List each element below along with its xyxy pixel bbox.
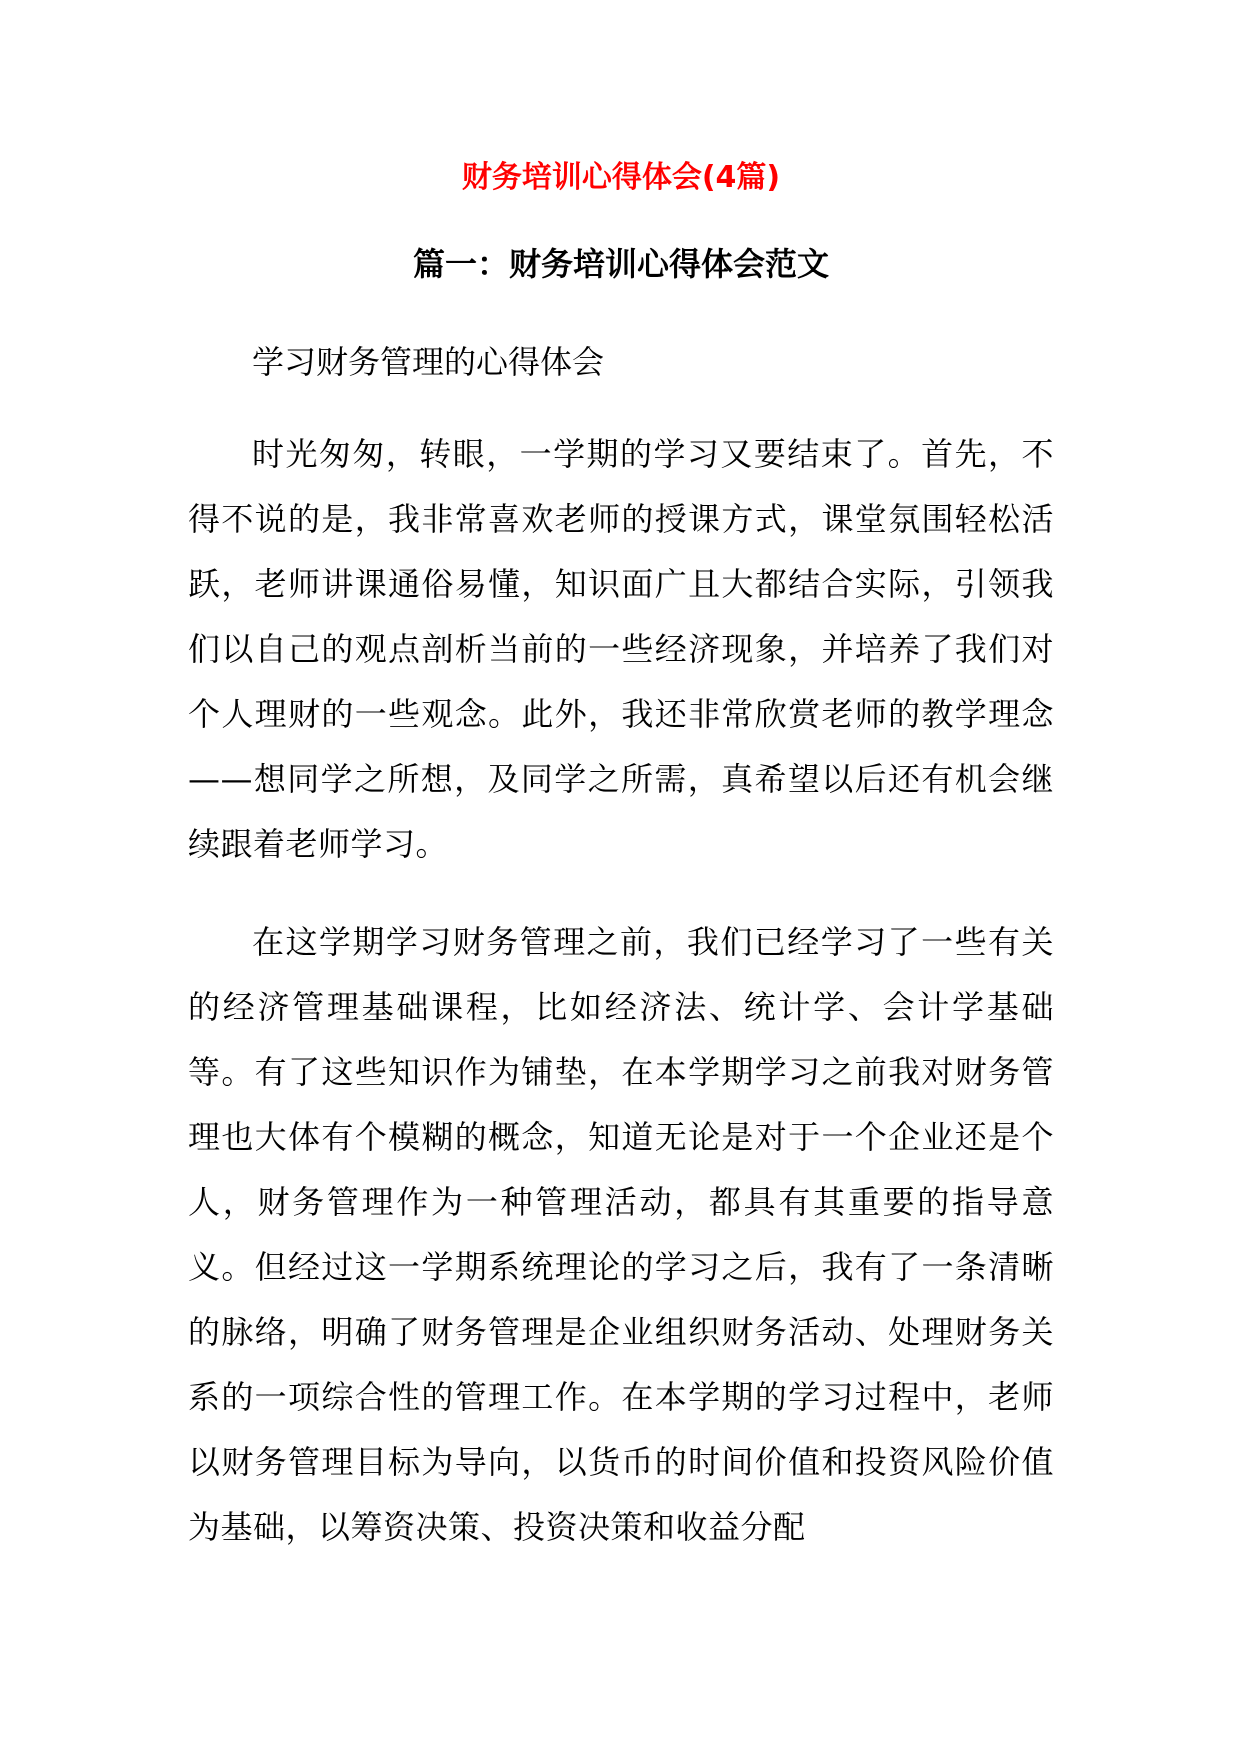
- document-title: 财务培训心得体会(4篇): [461, 160, 781, 195]
- document-page: [188, 160, 1054, 1546]
- section-heading: 篇一：财务培训心得体会范文: [412, 245, 829, 283]
- paragraph: 在这学期学习财务管理之前，我们已经学习了一些有关的经济管理基础课程，比如经济法、统计学、会计学基础等。有了这些知识作为铺垫，在本学期学习之前我对财务管理也大体有个模糊的概念，知道无论是对于一个企业还是个人，财务管理作为一种管理活动，都具有其重要的指导意义。但经过这一学期系统理论的学习之后，我有了一条清晰的脉络，明确了财务管理是企业组织财务活动、处理财务关系的一项综合性的管理工作。在本学期的学习过程中，老师以财务管理目标为导向，以货币的时间价值和投资风险价值为基础，以筹资决策、投资决策和收益分配: [188, 923, 1054, 1546]
- paragraph: 时光匆匆，转眼，一学期的学习又要结束了。首先，不得不说的是，我非常喜欢老师的授课方式，课堂氛围轻松活跃，老师讲课通俗易懂，知识面广且大都结合实际，引领我们以自己的观点剖析当前的一些经济现象，并培养了我们对个人理财的一些观念。此外，我还非常欣赏老师的教学理念——想同学之所想，及同学之所需，真希望以后还有机会继续跟着老师学习。: [188, 435, 1054, 863]
- subheading: 学习财务管理的心得体会: [252, 343, 605, 381]
